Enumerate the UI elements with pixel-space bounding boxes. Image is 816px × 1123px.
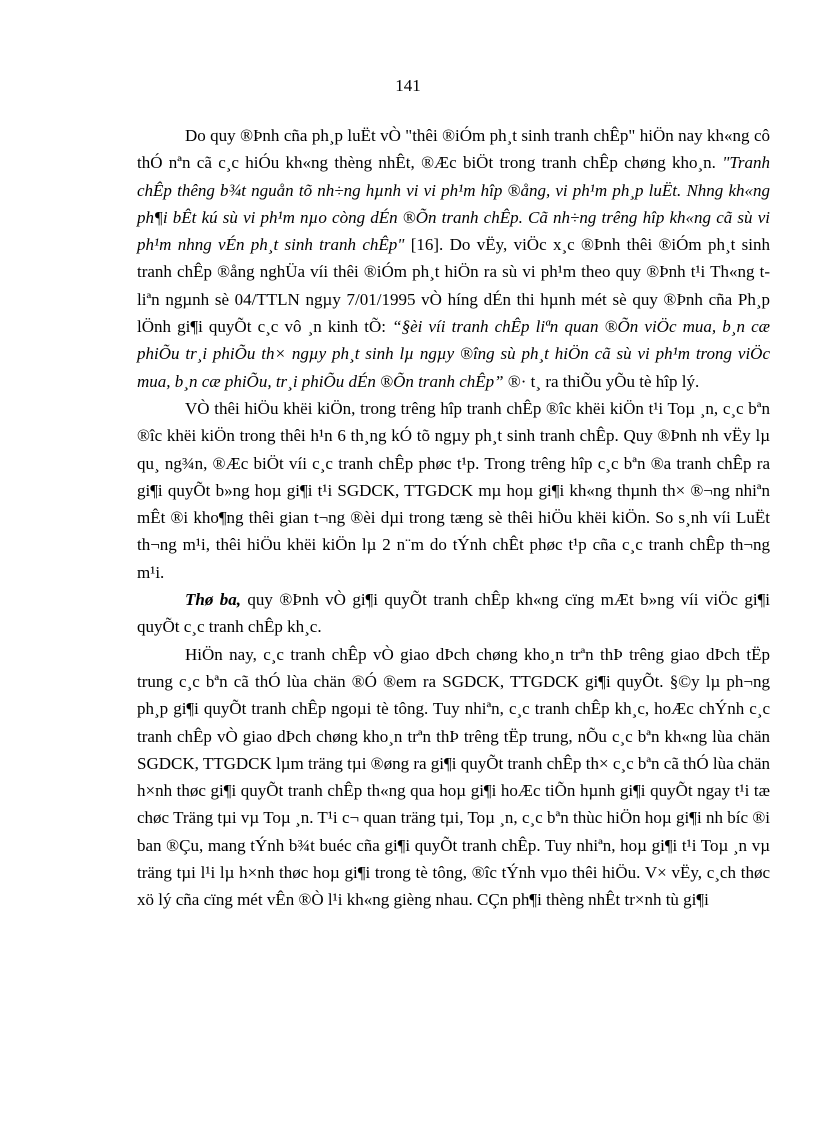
text-segment: quy ®Þnh vÒ gi¶i quyÕt tranh chÊp kh«ng cïng mÆt b»ng víi viÖc gi¶i quyÕt c¸c tranh chÊp kh¸c. [137,590,770,637]
text-segment: Thø ba, [185,590,242,610]
body-text [137,122,770,914]
text-segment: HiÖn nay, c¸c tranh chÊp vÒ giao dÞch chøng kho¸n trªn thÞ trêng giao dÞch tËp trung c¸c bªn cã thÓ lùa chän ®Ó ®em ra SGDCK, TTGDCK gi¶i quyÕt. §©y lµ ph¬ng ph¸p gi¶i quyÕt tranh chÊp ngoµi tè tông. Tuy nhiªn, c¸c tranh chÊp kh¸c, hoÆc chÝnh c¸c tranh chÊp vÒ giao dÞch chøng kho¸n trªn thÞ trêng tËp trung, nÕu c¸c bªn kh«ng lùa chän SGDCK, TTGDCK lµm träng tµi ®øng ra gi¶i quyÕt tranh chÊp th× c¸c bªn cã thÓ lùa chän h×nh thøc gi¶i quyÕt tranh chÊp th«ng qua hoµ gi¶i hoÆc tiÕn hµnh gi¶i quyÕt ngay t¹i tæ chøc Träng tµi vµ Toµ ¸n. T¹i c¬ quan träng tµi, Toµ ¸n, c¸c bªn thùc hiÖn hoµ gi¶i nh bíc ®i ban ®Çu, mang tÝnh b¾t buéc cña gi¶i quyÕt tranh chÊp. Tuy nhiªn, hoµ gi¶i t¹i Toµ ¸n vµ träng tµi l¹i lµ h×nh thøc hoµ gi¶i trong tè tông, ®îc tÝnh vµo thêi hiÖu. V× vËy, c¸ch thøc xö lý cña cïng mét vÊn ®Ò l¹i kh«ng gièng nhau. CÇn ph¶i thèng nhÊt tr×nh tù gi¶i [137,644,771,910]
text-segment: “§èi víi tranh chÊp liªn quan ®Õn viÖc mua, b¸n cæ phiÕu tr¸i phiÕu th× ngµy ph¸t sinh lµ ngµy ®îng sù ph¸t hiÖn cã sù vi ph¹m trong viÖc mua, b¸n cæ phiÕu, tr¸i phiÕu dÉn ®Õn tranh chÊp” [137,317,770,391]
page-number: 141 [395,76,421,95]
text-segment: [16]. Do vËy, viÖc x¸c ®Þnh thêi ®iÓm ph¸t sinh tranh chÊp ®ång nghÜa víi thêi ®iÓm ph¸t hiÖn ra sù vi ph¹m theo quy ®Þnh t¹i Th«ng t liªn ngµnh sè 04/TTLN ngµy 7/01/1995 vÒ híng dÉn thi hµnh mét sè quy ®Þnh cña Ph¸p lÖnh gi¶i quyÕt c¸c vô ¸n kinh tÕ: [137,235,770,337]
paragraph [137,641,770,914]
paragraph [137,395,770,586]
text-segment: Do quy ®Þnh cña ph¸p luËt vÒ "thêi ®iÓm ph¸t sinh tranh chÊp" hiÖn nay kh«ng cô thÓ nªn cã c¸c hiÓu kh«ng thèng nhÊt, ®Æc biÖt trong tranh chÊp chøng kho¸n. [137,126,770,173]
text-segment: "Tranh chÊp thêng b¾t nguån tõ nh÷ng hµnh vi vi ph¹m hîp ®ång, vi ph¹m ph¸p luËt. Nhng kh«ng ph¶i bÊt kú sù vi ph¹m nµo còng dÉn ®Õn tranh chÊp. Cã nh÷ng trêng hîp kh«ng cã sù vi ph¹m nhng vÉn ph¸t sinh tranh chÊp" [137,153,770,255]
paragraph [137,586,770,641]
paragraph [137,122,770,395]
text-segment: ®· t¸ ra thiÕu yÕu tè hîp lý. [503,371,700,391]
text-segment: VÒ thêi hiÖu khëi kiÖn, trong trêng hîp tranh chÊp ®îc khëi kiÖn t¹i Toµ ¸n, c¸c bªn ®îc khëi kiÖn trong thêi h¹n 6 th¸ng kÓ tõ ngµy ph¸t sinh tranh chÊp. Quy ®Þnh nh vËy lµ qu¸ ng¾n, ®Æc biÖt víi c¸c tranh chÊp phøc t¹p. Trong trêng hîp c¸c bªn ®a tranh chÊp ra gi¶i quyÕt b»ng hoµ gi¶i t¹i SGDCK, TTGDCK mµ hoµ gi¶i kh«ng thµnh th× ®¬ng nhiªn mÊt ®i kho¶ng thêi gian t¬ng ®èi dµi trong tæng sè thêi hiÖu khëi kiÖn. So s¸nh víi LuËt th¬ng m¹i, thêi hiÖu khëi kiÖn lµ 2 n¨m do tÝnh chÊt phøc t¹p cña c¸c tranh chÊp th¬ng m¹i. [137,398,770,582]
